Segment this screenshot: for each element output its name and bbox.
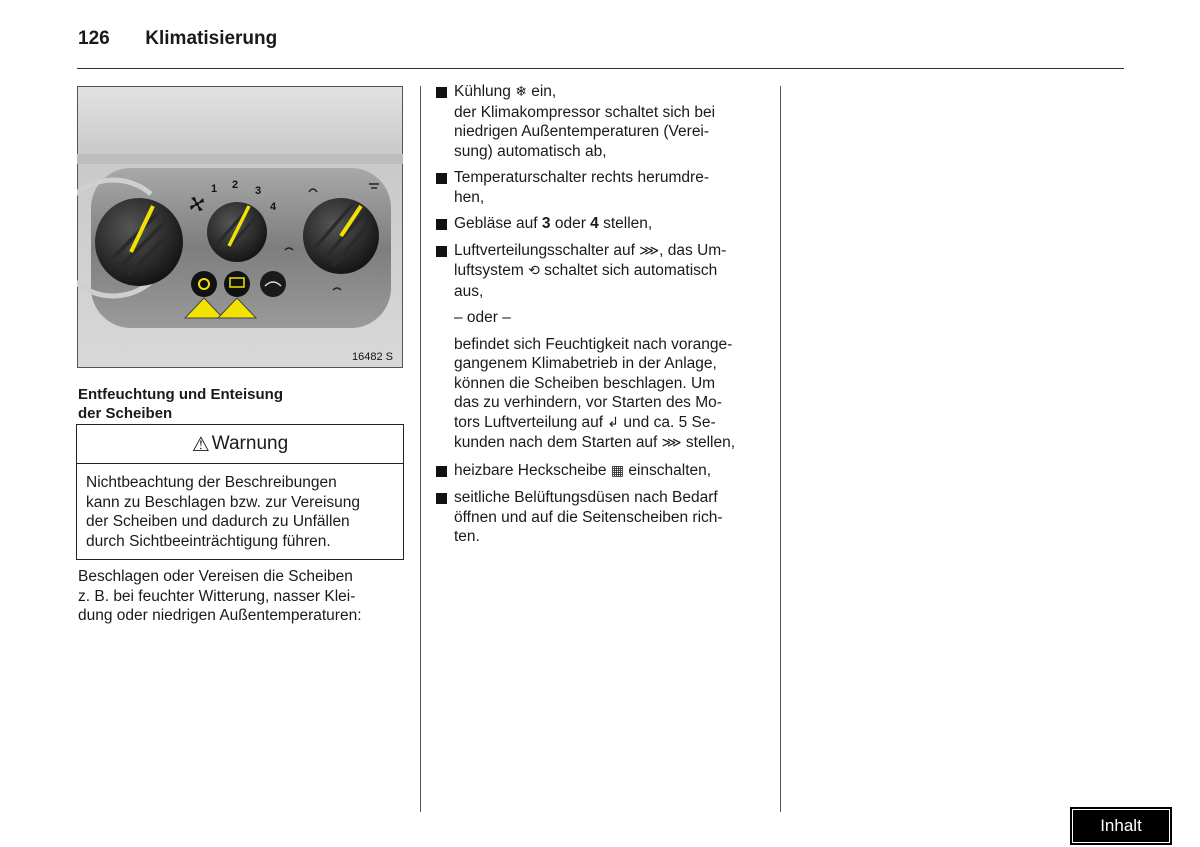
bullet-icon (436, 87, 447, 98)
fan-level-3: 3 (255, 185, 262, 197)
warning-box (76, 424, 404, 560)
page-header (78, 28, 277, 50)
inhalt-button[interactable]: Inhalt (1070, 807, 1172, 845)
fan-level-4: 4 (270, 201, 277, 213)
ac-button[interactable] (191, 271, 217, 297)
figure-code: 16482 S (352, 351, 393, 363)
instruction-list (436, 82, 776, 554)
list-item: Temperaturschalter rechts herumdre- hen, (436, 168, 776, 207)
list-item: Luftverteilungsschalter auf ⋙, das Um- luftsystem ⟲ schaltet sich automatisch aus, (436, 241, 776, 302)
recirculation-button[interactable] (260, 271, 286, 297)
temperature-knob (95, 198, 183, 286)
rear-defrost-button[interactable] (224, 271, 250, 297)
bullet-icon (436, 173, 447, 184)
page-title: Klimatisierung (145, 28, 278, 49)
bullet-icon (436, 466, 447, 477)
or-separator: – oder – (454, 309, 511, 326)
intro-paragraph: Beschlagen oder Vereisen die Scheiben z. B. bei feuchter Witterung, nasser Klei- dung oder niedrigen Außentemperaturen: (78, 568, 362, 624)
list-item: Gebläse auf 3 oder 4 stellen, (436, 214, 776, 234)
fan-speed-knob (207, 202, 267, 262)
fan-level-1: 1 (211, 183, 218, 195)
warning-title: ⚠ Warnung (77, 425, 403, 464)
fan-level-2: 2 (232, 179, 239, 191)
bullet-icon (436, 493, 447, 504)
warning-text: Nichtbeachtung der Beschreibungen kann zu Beschlagen bzw. zur Vereisung der Scheiben und dadurch zu Unfällen durch Sichtbeeinträchtigung führen. (86, 474, 361, 550)
windscreen-defrost-icon: ⋙ (639, 242, 660, 259)
list-item: heizbare Heckscheibe ▦ einschalten, (436, 461, 776, 482)
column-divider-1 (420, 86, 421, 812)
page-number: 126 (78, 28, 110, 49)
recirculation-icon: ⟲ (528, 263, 540, 279)
warning-icon: ⚠ (191, 433, 210, 456)
column-divider-2 (780, 86, 781, 812)
list-item: Kühlung ❄ ein, der Klimakompressor schaltet sich bei niedrigen Außentemperaturen (Verei- sung) automatisch ab, (436, 82, 776, 161)
climate-control-figure (77, 86, 403, 368)
header-rule (77, 68, 1124, 69)
moisture-paragraph: befindet sich Feuchtigkeit nach vorange- gangenem Klimabetrieb in der Anlage, können die Scheiben beschlagen. Um das zu verhindern, vor Starten des Mo- tors Luftverteilung auf ↲ und ca. 5 Se- kunden nach dem Starten auf ⋙ stellen, (454, 335, 736, 451)
windscreen-defrost-icon: ⋙ (661, 435, 682, 451)
list-item: seitliche Belüftungsdüsen nach Bedarf öffnen und auf die Seitenscheiben rich- ten. (436, 488, 776, 547)
air-distribution-knob (303, 198, 379, 274)
footwell-icon: ↲ (607, 414, 620, 431)
cooling-icon: ❄ (515, 84, 527, 100)
rear-window-heating-icon: ▦ (610, 462, 625, 479)
bullet-icon (436, 246, 447, 257)
bullet-icon (436, 219, 447, 230)
section-subheading: Entfeuchtung und Enteisung der Scheiben (78, 386, 283, 422)
